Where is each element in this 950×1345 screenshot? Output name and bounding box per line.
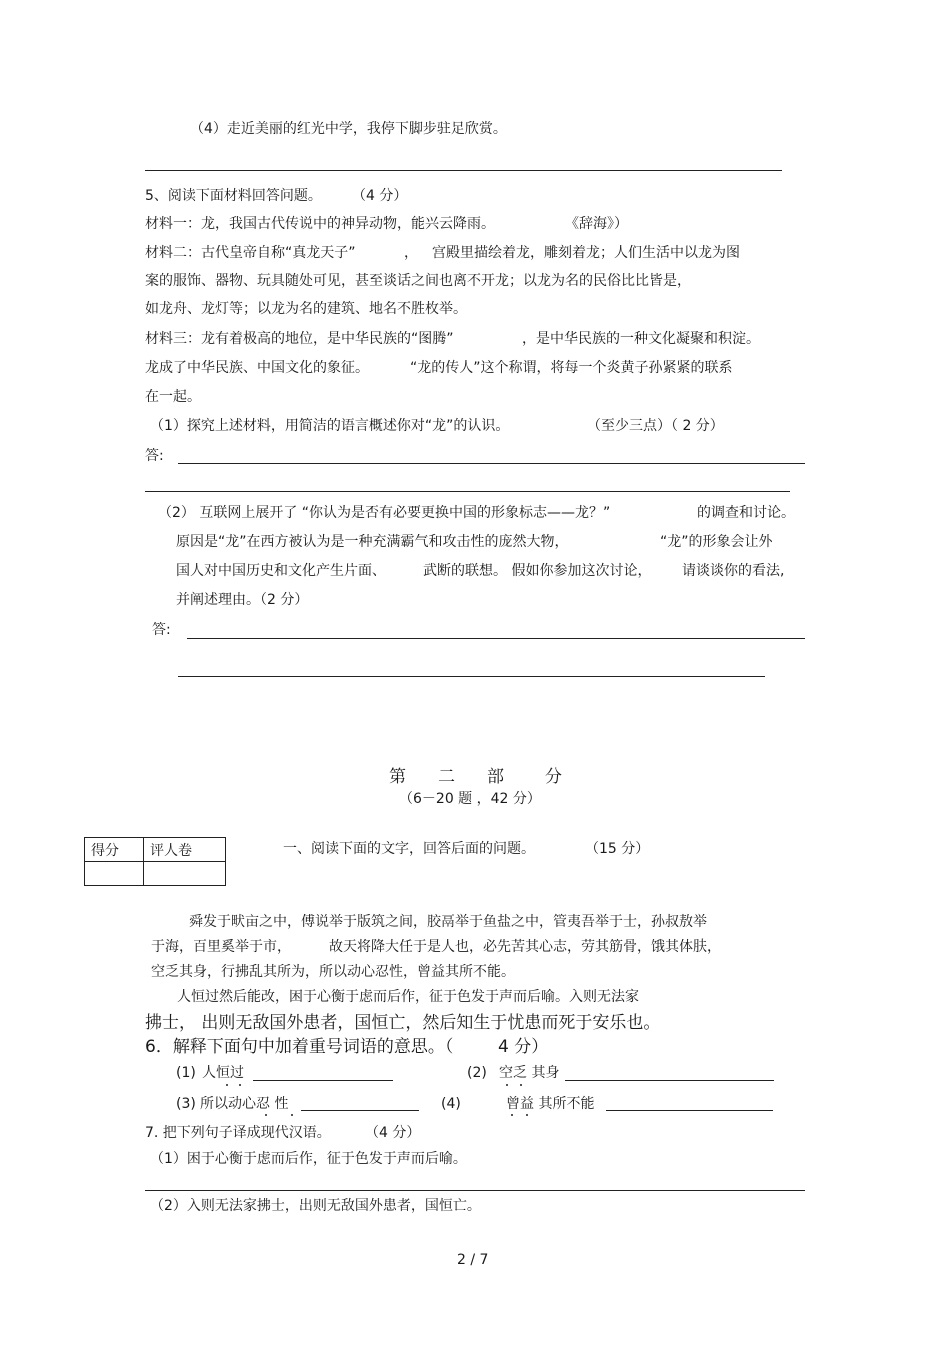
emphasis-dot	[520, 1084, 522, 1086]
answer-line[interactable]	[145, 170, 782, 171]
sub-question-1-note: （至少三点）（ 2 分）	[587, 418, 724, 434]
emphasis-dot	[291, 1114, 293, 1116]
q6-item-2-num: (2)	[467, 1065, 487, 1081]
q4-item-4: （4）走近美丽的红光中学，我停下脚步驻足欣赏。	[190, 121, 507, 137]
q7-sentence-1: （1）困于心衡于虑而后作，征于色发于声而后喻。	[150, 1151, 467, 1167]
grader-cell[interactable]	[144, 862, 226, 886]
q6-item-4-text: 曾益 其所不能	[506, 1096, 595, 1112]
passage-line: 拂士， 出则无敌国外患者，国恒亡，然后知生于忧患而死于安乐也。	[145, 1013, 661, 1033]
part-subtitle: （6－20 题 ，42 分）	[399, 791, 541, 807]
sub-question-2-line2a: 原因是“龙”在西方被认为是一种充满霸气和攻击性的庞然大物，	[176, 534, 569, 550]
answer-label: 答:	[145, 448, 164, 464]
sub-question-2-line4: 并阐述理由。（2 分）	[176, 592, 309, 608]
material-3-line2a: 龙成了中华民族、中国文化的象征。	[145, 360, 369, 376]
q6-item-3-text: 所以动心忍 性	[200, 1096, 289, 1112]
passage-line: 故天将降大任于是人也，必先苦其心志，劳其筋骨，饿其体肤，	[329, 939, 721, 955]
material-1-source: 《辞海》）	[565, 216, 628, 232]
sub-question-2-line1a: （2） 互联网上展开了 “你认为是否有必要更换中国的形象标志——龙？”	[158, 505, 611, 521]
score-table	[84, 837, 226, 886]
material-2-c: 宫殿里描绘着龙，雕刻着龙；人们生活中以龙为图	[432, 245, 740, 261]
sub-question-2-line3b: 武断的联想。 假如你参加这次讨论，	[423, 563, 652, 579]
emphasis-dot	[239, 1084, 241, 1086]
answer-line[interactable]	[178, 676, 765, 677]
q6-points: 4 分）	[498, 1037, 549, 1057]
answer-blank[interactable]	[565, 1080, 774, 1081]
score-cell[interactable]	[85, 862, 144, 886]
material-1: 材料一：龙，我国古代传说中的神异动物，能兴云降雨。	[145, 216, 495, 232]
material-2-line3: 如龙舟、龙灯等；以龙为名的建筑、地名不胜枚举。	[145, 301, 467, 317]
answer-line[interactable]	[145, 1190, 805, 1191]
emphasis-dot	[226, 1084, 228, 1086]
material-3-b: ，是中华民族的一种文化凝聚和积淀。	[522, 331, 760, 347]
answer-blank[interactable]	[301, 1110, 419, 1111]
part-title-char: 分	[545, 767, 562, 787]
answer-line[interactable]	[145, 491, 790, 492]
q5-heading: 5、阅读下面材料回答问题。	[145, 188, 322, 204]
sub-question-2-line3a: 国人对中国历史和文化产生片面、	[176, 563, 386, 579]
part-title-char: 二	[438, 767, 455, 787]
passage-line: 空乏其身，行拂乱其所为，所以动心忍性，曾益其所不能。	[151, 964, 515, 980]
emphasis-dot	[506, 1084, 508, 1086]
grader-header: 评人卷	[144, 838, 226, 862]
material-2-b: ，	[404, 245, 418, 261]
q6-item-2-text: 空乏 其身	[499, 1065, 560, 1081]
passage-line: 人恒过然后能改，困于心衡于虑而后作，征于色发于声而后喻。入则无法家	[177, 989, 639, 1005]
q7-points: （4 分）	[365, 1125, 421, 1141]
emphasis-dot	[526, 1114, 528, 1116]
emphasis-dot	[511, 1114, 513, 1116]
score-header: 得分	[85, 838, 144, 862]
material-3-a: 材料三：龙有着极高的地位，是中华民族的“图腾”	[145, 331, 454, 347]
q7-sentence-2: （2）入则无法家拂士，出则无敌国外患者，国恒亡。	[150, 1198, 481, 1214]
part-title-char: 部	[487, 767, 504, 787]
q6-item-3-num: (3)	[176, 1096, 196, 1112]
emphasis-dot	[265, 1114, 267, 1116]
sub-question-2-line1b: 的调查和讨论。	[697, 505, 795, 521]
answer-blank[interactable]	[606, 1110, 773, 1111]
passage-line: 舜发于畎亩之中，傅说举于版筑之间，胶鬲举于鱼盐之中，管夷吾举于士，孙叔敖举	[189, 914, 707, 930]
sub-question-1: （1）探究上述材料，用简洁的语言概述你对“龙”的认识。	[150, 418, 510, 434]
q6-item-4-num: (4)	[441, 1096, 461, 1112]
q6-heading: 6．解释下面句中加着重号词语的意思。（	[145, 1037, 454, 1057]
q7-heading: 7. 把下列句子译成现代汉语。	[145, 1125, 331, 1141]
material-2-line2: 案的服饰、器物、玩具随处可见，甚至谈话之间也离不开龙；以龙为名的民俗比比皆是，	[145, 273, 691, 289]
part-title-char: 第	[389, 767, 406, 787]
q6-item-1-num: (1)	[176, 1065, 196, 1081]
q5-points: （4 分）	[352, 188, 408, 204]
sub-question-2-line3c: 请谈谈你的看法,	[682, 563, 785, 579]
section-1-points: （15 分）	[585, 841, 650, 857]
answer-blank[interactable]	[253, 1080, 393, 1081]
passage-line: 于海，百里奚举于市，	[151, 939, 291, 955]
page-number: 2 / 7	[457, 1252, 489, 1268]
material-3-line3: 在一起。	[145, 389, 201, 405]
sub-question-2-line2b: “龙”的形象会让外	[660, 534, 773, 550]
q6-item-1-text: 人恒过	[202, 1065, 244, 1081]
answer-line[interactable]	[178, 463, 805, 464]
answer-line[interactable]	[187, 638, 805, 639]
section-1-heading: 一、阅读下面的文字，回答后面的问题。	[283, 841, 535, 857]
material-3-line2b: “龙的传人”这个称谓，将每一个炎黄子孙紧紧的联系	[410, 360, 733, 376]
material-2-a: 材料二：古代皇帝自称“真龙天子”	[145, 245, 356, 261]
answer-label: 答:	[152, 622, 171, 638]
